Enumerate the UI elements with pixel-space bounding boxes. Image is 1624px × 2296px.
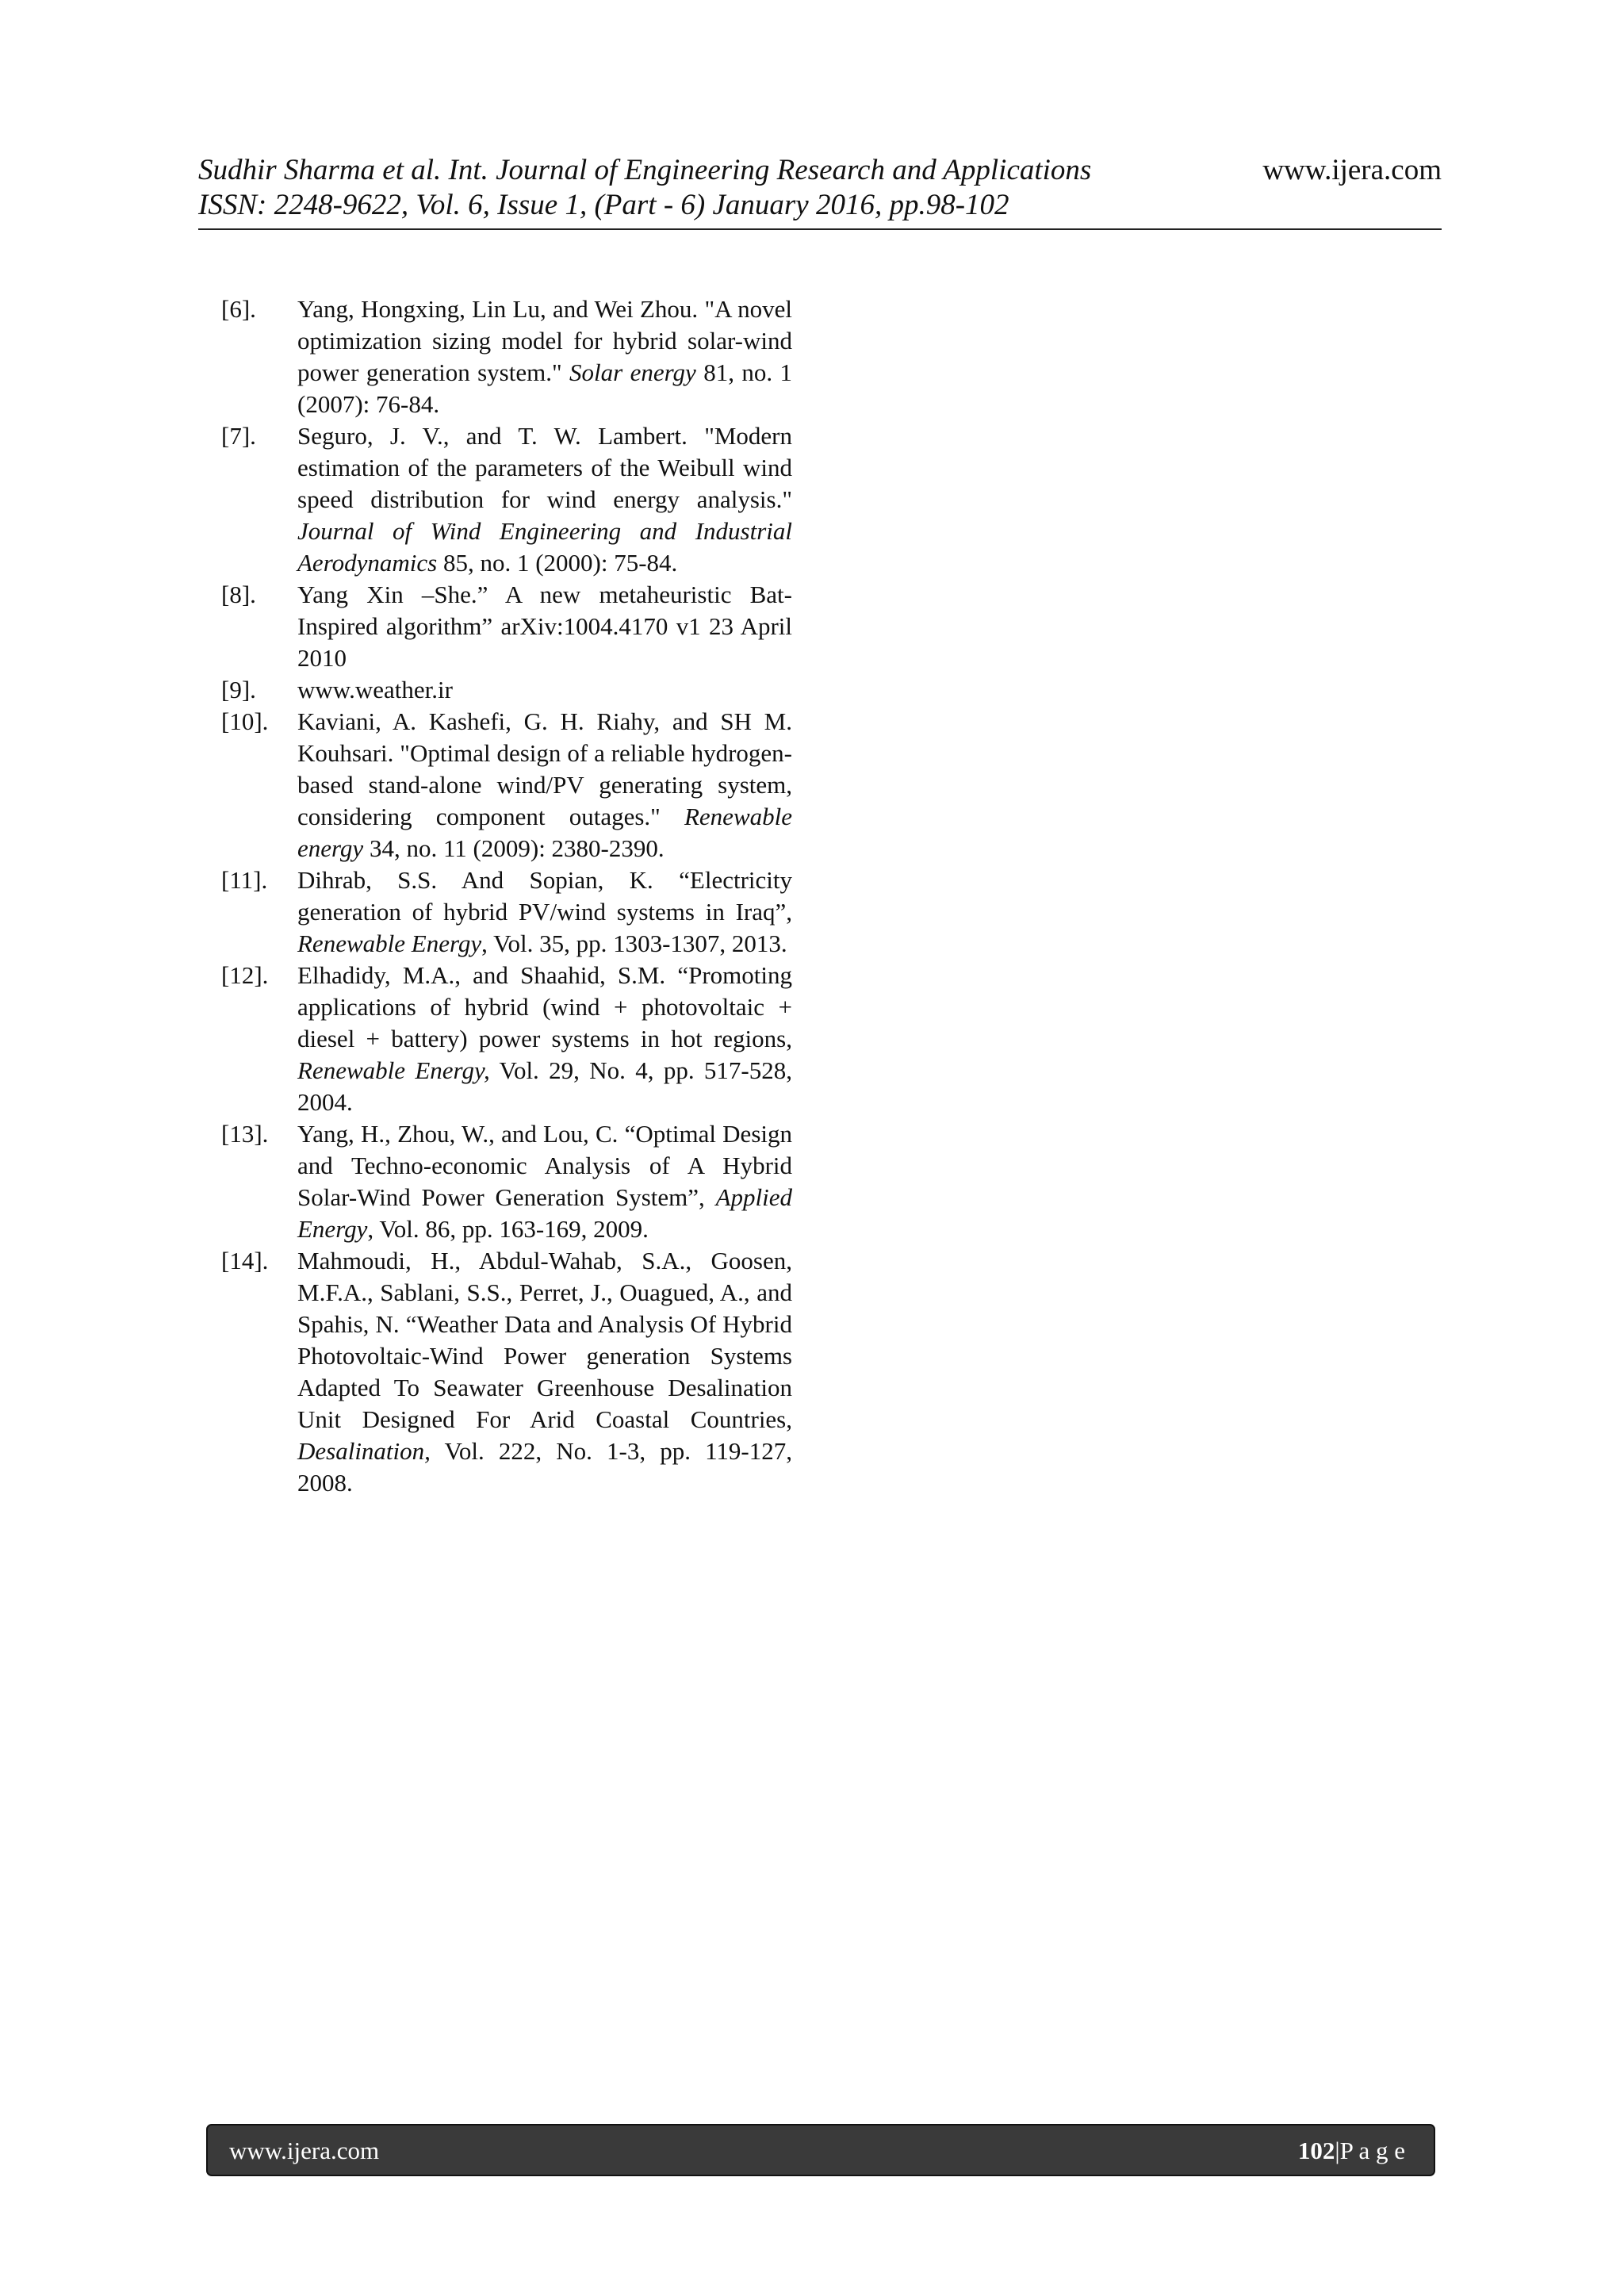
reference-item <box>221 864 792 960</box>
reference-item <box>221 706 792 864</box>
reference-number: [14]. <box>221 1247 269 1274</box>
reference-source-title: Applied Energy <box>297 1183 792 1243</box>
reference-text-segment: Kaviani, A. Kashefi, G. H. Riahy, and SH M. Kouhsari. "Optimal design of a reliable hydrogen-based stand-alone wind/PV generating system, considering component outages." <box>297 707 792 830</box>
page-label: |P a g e <box>1335 2137 1405 2164</box>
reference-text-segment: , Vol. 35, pp. 1303-1307, 2013. <box>481 930 787 957</box>
running-header <box>198 152 1442 232</box>
page-number-label <box>1298 2135 1405 2167</box>
reference-source-title: Solar energy <box>569 358 696 386</box>
reference-item <box>221 1118 792 1245</box>
reference-text-segment: 34, no. 11 (2009): 2380-2390. <box>363 834 665 862</box>
reference-text-segment: www.weather.ir <box>297 676 453 703</box>
reference-text-segment: Seguro, J. V., and T. W. Lambert. "Modern estimation of the parameters of the Weibull wind speed distribution for wind energy analysis." <box>297 422 792 513</box>
reference-number: [8]. <box>221 581 256 608</box>
reference-text-segment: Yang Xin –She.” A new metaheuristic Bat-Inspired algorithm” arXiv:1004.4170 v1 23 April 2010 <box>297 581 792 672</box>
reference-text <box>297 579 792 674</box>
reference-number: [12]. <box>221 961 269 989</box>
footer-website: www.ijera.com <box>229 2137 380 2164</box>
reference-text-segment: Mahmoudi, H., Abdul-Wahab, S.A., Goosen, M.F.A., Sablani, S.S., Perret, J., Ouagued, A., and Spahis, N. “Weather Data and Analysis Of Hybrid Photovoltaic-Wind Power generation Systems Adapted To Seawater Greenhouse Desalination Unit Designed For Arid Coastal Countries, <box>297 1247 792 1433</box>
reference-item <box>221 293 792 420</box>
reference-text-segment: Yang, H., Zhou, W., and Lou, C. “Optimal Design and Techno-economic Analysis of A Hybrid Solar-Wind Power Generation System”, <box>297 1120 792 1211</box>
reference-text-segment: Vol. 222, No. 1-3, pp. 119-127, 2008. <box>297 1437 792 1497</box>
reference-item <box>221 1245 792 1499</box>
reference-source-title: Renewable Energy, <box>297 1056 490 1084</box>
reference-number: [13]. <box>221 1120 269 1148</box>
reference-source-title: Renewable energy <box>297 803 792 862</box>
reference-text-segment: Yang, Hongxing, Lin Lu, and Wei Zhou. "A novel optimization sizing model for hybrid solar-wind power generation system." <box>297 295 792 386</box>
reference-item <box>221 960 792 1118</box>
page-footer <box>206 2124 1435 2176</box>
reference-list <box>221 293 792 1499</box>
reference-source-title: Journal of Wind Engineering and Industrial Aerodynamics <box>297 517 792 577</box>
reference-text-segment: Vol. 29, No. 4, pp. 517-528, 2004. <box>297 1056 792 1116</box>
reference-item <box>221 674 792 706</box>
reference-text <box>297 960 792 1118</box>
reference-text-segment: , Vol. 86, pp. 163-169, 2009. <box>367 1215 649 1243</box>
reference-text <box>297 674 792 706</box>
page-number: 102 <box>1297 2137 1335 2164</box>
reference-text <box>297 864 792 960</box>
reference-text-segment: Elhadidy, M.A., and Shaahid, S.M. “Promoting applications of hybrid (wind + photovoltaic + diesel + battery) power systems in hot regions, <box>297 961 792 1052</box>
reference-number: [11]. <box>221 866 268 894</box>
header-website: www.ijera.com <box>1262 154 1442 186</box>
reference-text <box>297 293 792 420</box>
reference-number: [7]. <box>221 422 256 450</box>
reference-source-title: Renewable Energy <box>297 930 482 957</box>
header-divider <box>198 228 1442 230</box>
issue-line: ISSN: 2248-9622, Vol. 6, Issue 1, (Part - 6) January 2016, pp.98-102 <box>198 189 1009 221</box>
reference-text <box>297 1118 792 1245</box>
reference-text <box>297 1245 792 1499</box>
reference-text <box>297 706 792 864</box>
reference-number: [6]. <box>221 295 256 323</box>
journal-title-line: Sudhir Sharma et al. Int. Journal of Engineering Research and Applications <box>198 154 1092 186</box>
reference-text <box>297 420 792 579</box>
reference-text-segment: 81, no. 1 (2007): 76-84. <box>297 358 792 418</box>
reference-number: [9]. <box>221 676 256 703</box>
reference-source-title: Desalination, <box>297 1437 431 1465</box>
reference-item <box>221 579 792 674</box>
reference-item <box>221 420 792 579</box>
reference-text-segment: 85, no. 1 (2000): 75-84. <box>437 549 678 577</box>
reference-text-segment: Dihrab, S.S. And Sopian, K. “Electricity generation of hybrid PV/wind systems in Iraq”, <box>297 866 792 926</box>
reference-number: [10]. <box>221 707 269 735</box>
